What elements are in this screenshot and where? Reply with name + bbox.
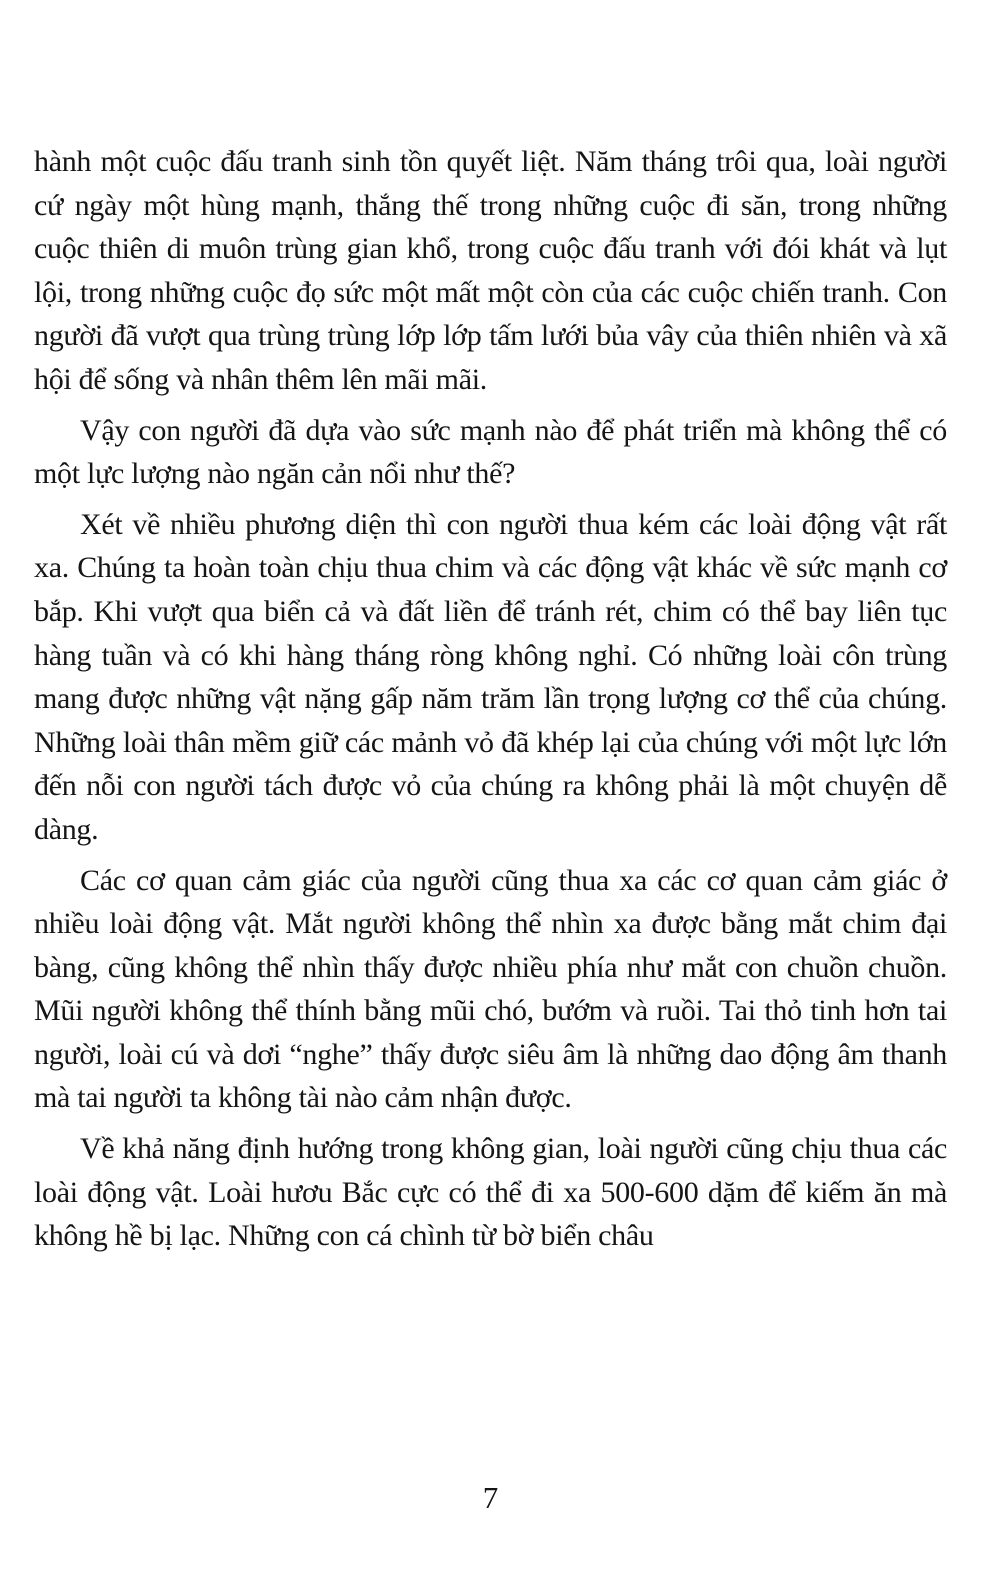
paragraph-senses-comparison: Các cơ quan cảm giác của người cũng thua xa các cơ quan cảm giác ở nhiều loài động vật. Mắt người không thể nhìn xa được bằng mắt chim đại bàng, cũng không thể nhìn thấy được nhiều phía như mắt con chuồn chuồn. Mũi người không thể thính bằng mũi chó, bướm và ruồi. Tai thỏ tinh hơn tai người, loài cú và dơi “nghe” thấy được siêu âm là những dao động âm thanh mà tai người ta không tài nào cảm nhận được. bbox=[34, 863, 947, 1115]
page-number: 7 bbox=[482, 1480, 499, 1515]
page-text bbox=[34, 140, 947, 1265]
paragraph-muscle-comparison: Xét về nhiều phương diện thì con người thua kém các loài động vật rất xa. Chúng ta hoàn toàn chịu thua chim và các động vật khác về sức mạnh cơ bắp. Khi vượt qua biển cả và đất liền để tránh rét, chim có thể bay liên tục hàng tuần và có khi hàng tháng ròng không nghỉ. Có những loài côn trùng mang được những vật nặng gấp năm trăm lần trọng lượng cơ thể của chúng. Những loài thân mềm giữ các mảnh vỏ đã khép lại của chúng với một lực lớn đến nỗi con người tách được vỏ của chúng ra không phải là một chuyện dễ dàng. bbox=[34, 507, 947, 846]
paragraph-question: Vậy con người đã dựa vào sức mạnh nào để phát triển mà không thể có một lực lượng nào ngăn cản nổi như thế? bbox=[34, 413, 947, 491]
paragraph-orientation: Về khả năng định hướng trong không gian, loài người cũng chịu thua các loài động vật. Loài hươu Bắc cực có thể đi xa 500-600 dặm để kiếm ăn mà không hề bị lạc. Những con cá chình từ bờ biển châu bbox=[34, 1132, 947, 1253]
paragraph-continuation: hành một cuộc đấu tranh sinh tồn quyết liệt. Năm tháng trôi qua, loài người cứ ngày một hùng mạnh, thắng thế trong những cuộc đi săn, trong những cuộc thiên di muôn trùng gian khổ, trong cuộc đấu tranh với đói khát và lụt lội, trong những cuộc đọ sức một mất một còn của các cuộc chiến tranh. Con người đã vượt qua trùng trùng lớp lớp tấm lưới bủa vây của thiên nhiên và xã hội để sống và nhân thêm lên mãi mãi. bbox=[34, 145, 947, 396]
